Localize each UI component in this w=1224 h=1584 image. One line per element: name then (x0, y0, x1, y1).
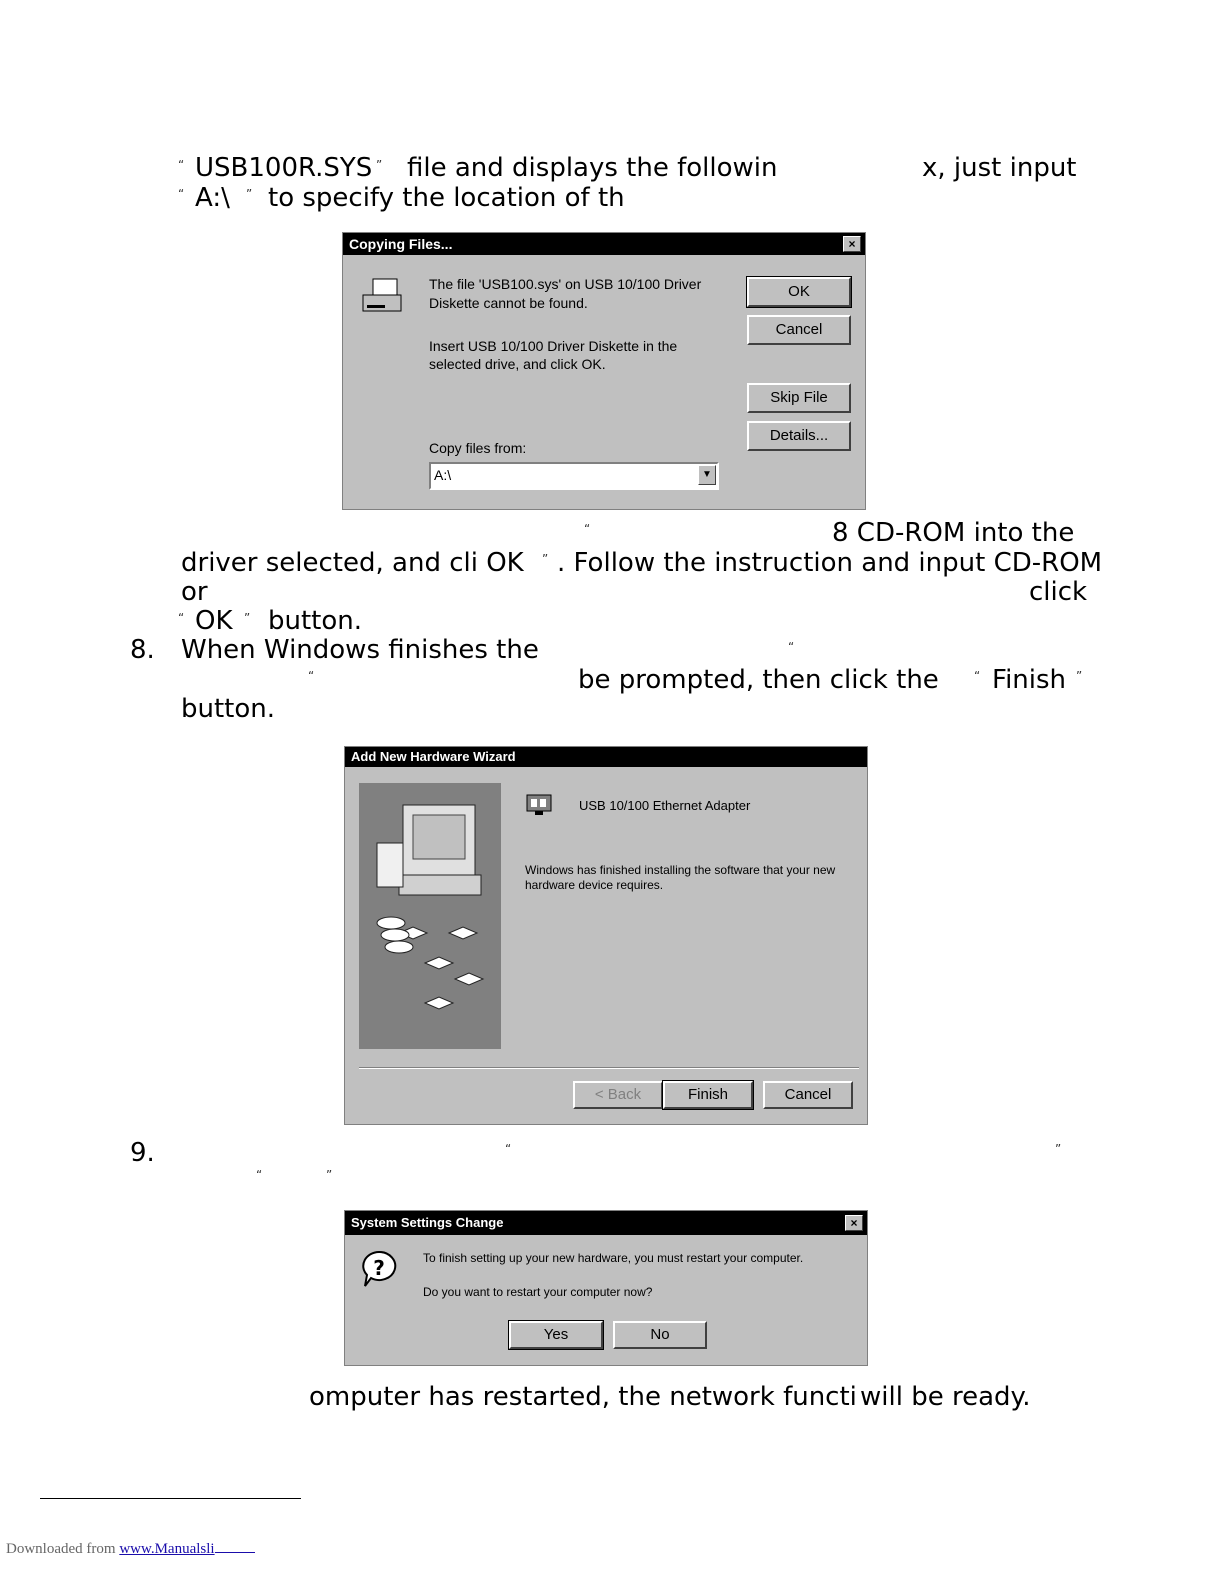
open-quote: “ (974, 669, 981, 683)
computer-icon (359, 783, 501, 1049)
close-quote: ” (1076, 669, 1083, 683)
open-quote: “ (584, 522, 591, 536)
para1-line2-rest: to specify the location of th (268, 183, 625, 213)
open-quote: “ (788, 640, 795, 654)
final-line-right: will be ready. (860, 1382, 1031, 1412)
footer-prefix: Downloaded from (6, 1541, 116, 1557)
para1-line1-mid: file and displays the followin (407, 153, 778, 183)
skip-file-button[interactable]: Skip File (747, 383, 851, 413)
step8-number: 8. (130, 635, 155, 665)
step9-number: 9. (130, 1138, 155, 1168)
details-button[interactable]: Details... (747, 421, 851, 451)
copy-from-value: A:\ (434, 467, 452, 483)
wizard-illustration (359, 783, 501, 1049)
close-quote: ” (244, 611, 251, 625)
step8-finish: Finish (992, 665, 1067, 695)
finish-button[interactable]: Finish (663, 1081, 753, 1109)
footer-link-underline (215, 1541, 255, 1553)
open-quote: “ (178, 611, 185, 625)
wizard-divider (359, 1067, 859, 1069)
footer-link[interactable]: www.Manualsli (119, 1541, 215, 1557)
final-line-left: omputer has restarted, the network functi (309, 1382, 857, 1412)
copying-files-dialog (342, 232, 866, 510)
para2-line3-left: or (181, 577, 208, 607)
step8-line1: When Windows finishes the (181, 635, 539, 665)
settings-message1: To finish setting up your new hardware, you must restart your computer. (423, 1251, 804, 1265)
close-icon[interactable]: × (845, 1215, 863, 1231)
copy-message-line2: Diskette cannot be found. (429, 295, 588, 311)
open-quote: “ (178, 187, 185, 201)
chevron-down-icon[interactable]: ▼ (698, 465, 716, 485)
para1-line1-right: x, just input (922, 153, 1077, 183)
wizard-message-line1: Windows has finished installing the software that your new (525, 863, 836, 877)
yes-button[interactable]: Yes (509, 1321, 603, 1349)
network-adapter-icon (525, 793, 553, 817)
settings-message2: Do you want to restart your computer now? (423, 1285, 653, 1299)
no-button[interactable]: No (613, 1321, 707, 1349)
footer (6, 1541, 255, 1558)
cancel-button[interactable]: Cancel (763, 1081, 853, 1109)
open-quote: “ (256, 1168, 263, 1182)
para2-line3-right: click (1029, 577, 1088, 607)
ok-button[interactable]: OK (747, 277, 851, 307)
step8-line2: be prompted, then click the (578, 665, 939, 695)
dialog-title: System Settings Change (345, 1211, 867, 1235)
copy-from-label: Copy files from: (429, 440, 527, 456)
hardware-wizard-dialog (344, 746, 868, 1125)
footnote-rule (40, 1498, 301, 1499)
insert-message-line2: selected drive, and click OK. (429, 356, 606, 372)
close-quote: ” (542, 552, 549, 566)
dialog-title: Add New Hardware Wizard (345, 747, 867, 767)
para1-path: A:\ (195, 183, 230, 213)
close-quote: ” (376, 158, 383, 172)
para2-line4-rest: button. (268, 606, 363, 636)
dialog-title: Copying Files... (343, 233, 865, 255)
wizard-message-line2: hardware device requires. (525, 878, 664, 892)
cancel-button[interactable]: Cancel (747, 315, 851, 345)
insert-message-line1: Insert USB 10/100 Driver Diskette in the (429, 338, 678, 354)
copy-message-line1: The file 'USB100.sys' on USB 10/100 Driver (429, 276, 702, 292)
question-icon (359, 1249, 399, 1289)
close-quote: ” (1055, 1142, 1062, 1156)
system-settings-dialog (344, 1210, 868, 1366)
step8-line3: button. (181, 694, 276, 724)
disk-drive-icon (359, 277, 407, 317)
copy-from-combo[interactable] (429, 462, 719, 490)
para2-ok: OK (195, 606, 233, 636)
close-icon[interactable]: × (843, 236, 861, 252)
close-quote: ” (326, 1168, 333, 1182)
para2-line1-right: 8 CD-ROM into the (832, 518, 1075, 548)
open-quote: “ (308, 669, 315, 683)
back-button[interactable]: < Back (573, 1081, 663, 1109)
close-quote: ” (246, 187, 253, 201)
device-name: USB 10/100 Ethernet Adapter (579, 798, 751, 813)
svg-text:?: ? (373, 1256, 385, 1280)
para2-line2-rest: . Follow the instruction and input CD-ROM (557, 548, 1103, 578)
para2-line2: driver selected, and cli OK (181, 548, 524, 578)
para1-filename: USB100R.SYS (195, 153, 373, 183)
open-quote: “ (178, 158, 185, 172)
open-quote: “ (505, 1142, 512, 1156)
